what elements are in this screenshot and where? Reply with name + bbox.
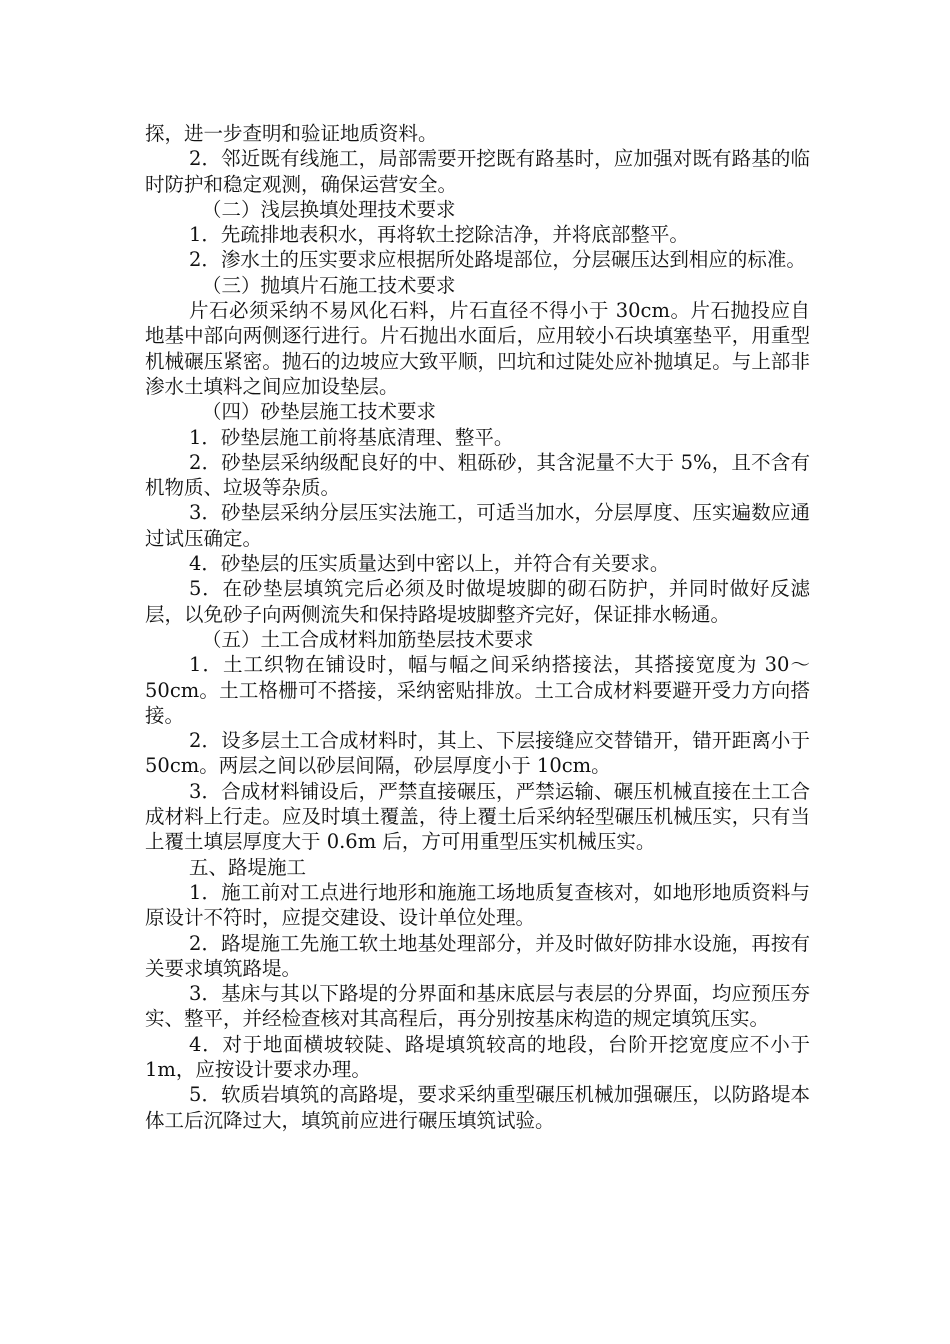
- list-item: 1．施工前对工点进行地形和施施工场地质复查核对，如地形地质资料与原设计不符时，应提交建设、设计单位处理。: [145, 880, 810, 930]
- list-item: 3．砂垫层采纳分层压实法施工，可适当加水，分层厚度、压实遍数应通过试压确定。: [145, 501, 810, 550]
- list-item: 3．基床与其以下路堤的分界面和基床底层与表层的分界面，均应预压夯实、整平，并经检查核对其高程后，再分别按基床构造的规定填筑压实。: [145, 982, 810, 1031]
- chapter-heading: 五、路堤施工: [189, 855, 307, 879]
- section-heading: （四）砂垫层施工技术要求: [202, 400, 437, 424]
- list-item: 1．土工织物在铺设时，幅与幅之间采纳搭接法，其搭接宽度为 30～50cm。土工格栅可不搭接，采纳密贴排放。土工合成材料要避开受力方向搭接。: [145, 653, 810, 727]
- section-heading: （二）浅层换填处理技术要求: [202, 197, 456, 221]
- list-item: 2．砂垫层采纳级配良好的中、粗砾砂，其含泥量不大于 5%，且不含有机物质、垃圾等杂质。: [145, 450, 810, 500]
- section-heading: （五）土工合成材料加筋垫层技术要求: [202, 627, 534, 651]
- list-item: 5．在砂垫层填筑完后必须及时做堤坡脚的砌石防护，并同时做好反滤层，以免砂子向两侧流失和保持路堤坡脚整齐完好，保证排水畅通。: [145, 577, 810, 626]
- paragraph: 探，进一步查明和验证地质资料。: [145, 122, 438, 145]
- document-body: [145, 121, 810, 1133]
- list-item: 2．设多层土工合成材料时，其上、下层接缝应交替错开，错开距离小于 50cm。两层之间以砂层间隔，砂层厚度小于 10cm。: [145, 729, 810, 778]
- list-item: 2．路堤施工先施工软土地基处理部分，并及时做好防排水设施，再按有关要求填筑路堤。: [145, 931, 810, 980]
- list-item: 1．砂垫层施工前将基底清理、整平。: [189, 425, 514, 449]
- list-item: 1．先疏排地表积水，再将软土挖除洁净，并将底部整平。: [189, 223, 689, 247]
- list-item: 4．砂垫层的压实质量达到中密以上，并符合有关要求。: [189, 552, 670, 576]
- list-item: 3．合成材料铺设后，严禁直接碾压，严禁运输、碾压机械直接在土工合成材料上行走。应及时填土覆盖，待上覆土后采纳轻型碾压机械压实，只有当上覆土填层厚度大于 0.6m 后，方可用重型压实机械压实。: [145, 779, 810, 854]
- list-item: 4．对于地面横坡较陡、路堤填筑较高的地段，台阶开挖宽度应不小于 1m，应按设计要求办理。: [145, 1032, 810, 1081]
- section-heading: （三）抛填片石施工技术要求: [202, 273, 456, 297]
- list-item: 2．邻近既有线施工，局部需要开挖既有路基时，应加强对既有路基的临时防护和稳定观测，确保运营安全。: [145, 147, 810, 196]
- paragraph: 片石必须采纳不易风化石料，片石直径不得小于 30cm。片石抛投应自地基中部向两侧逐行进行。片石抛出水面后，应用较小石块填塞垫平，用重型机械碾压紧密。抛石的边坡应大致平顺，凹坑和过陡处应补抛填足。与上部非渗水土填料之间应加设垫层。: [145, 299, 810, 398]
- list-item: 5．软质岩填筑的高路堤，要求采纳重型碾压机械加强碾压，以防路堤本体工后沉降过大，填筑前应进行碾压填筑试验。: [145, 1083, 810, 1132]
- list-item: 2．渗水土的压实要求应根据所处路堤部位，分层碾压达到相应的标准。: [189, 248, 806, 272]
